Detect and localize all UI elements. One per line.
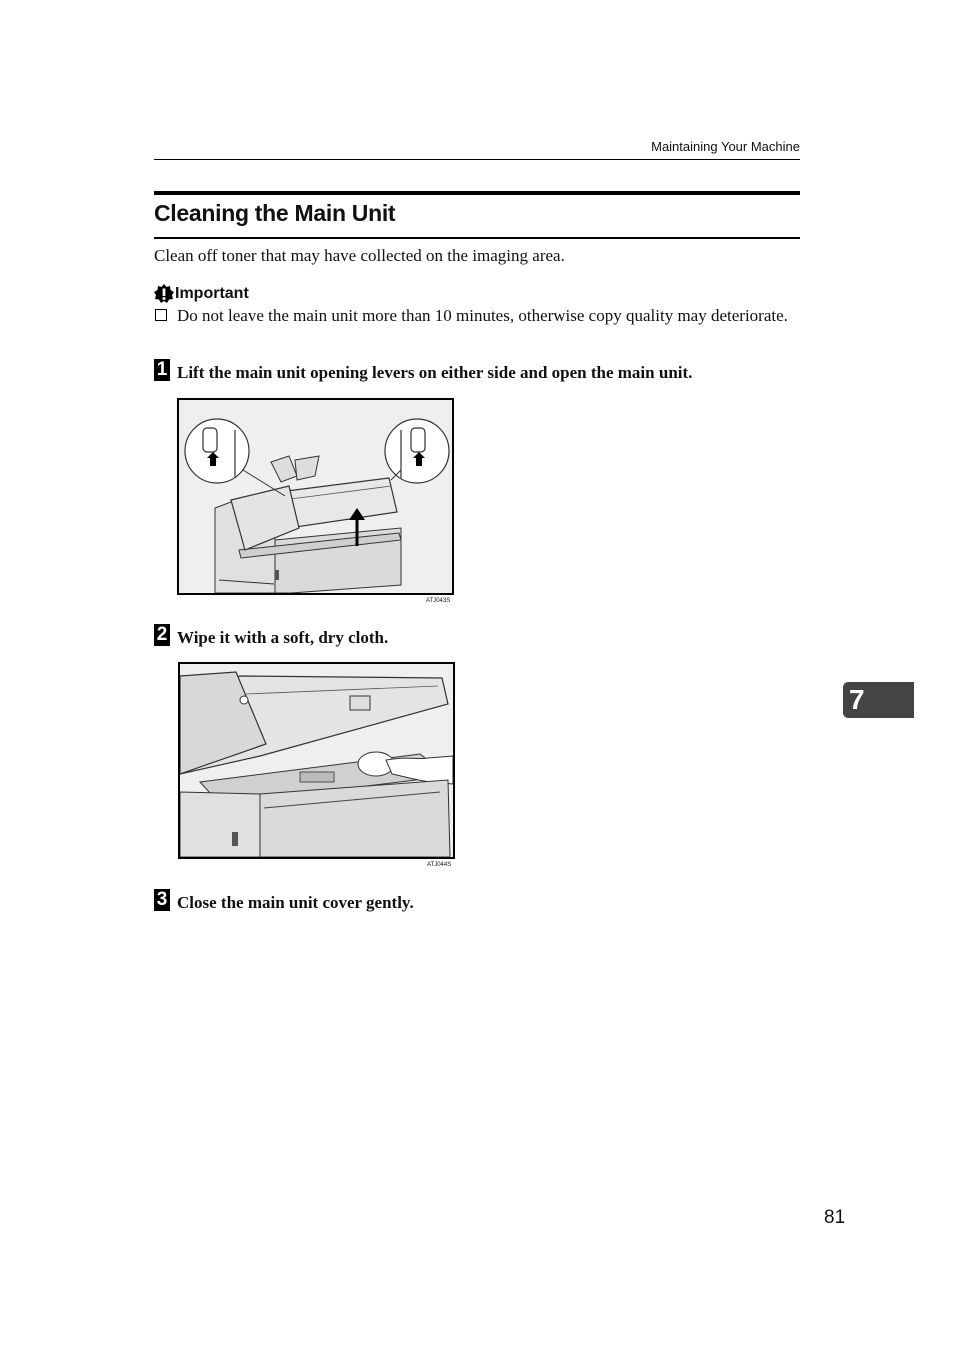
wipe-cloth-illustration: [180, 664, 453, 857]
header-rule: [154, 159, 800, 160]
open-main-unit-illustration: [179, 400, 452, 593]
figure-2-code: ATJ044S: [427, 862, 452, 868]
checkbox-bullet-icon: [155, 309, 167, 321]
important-heading: [154, 284, 249, 304]
title-rule-bottom: [154, 237, 800, 239]
section-title: Cleaning the Main Unit: [154, 200, 396, 226]
step-3-text: Close the main unit cover gently.: [177, 893, 414, 912]
figure-1-code: ATJ043S: [426, 598, 451, 604]
step-1-text: Lift the main unit opening levers on either side and open the main unit.: [177, 363, 693, 382]
chapter-tab: 7: [843, 682, 914, 718]
title-rule-top: [154, 191, 800, 195]
figure-wipe-cloth: [178, 662, 455, 859]
page-number: 81: [824, 1207, 846, 1228]
step-number-1: 1: [154, 359, 170, 381]
running-header: Maintaining Your Machine: [651, 139, 800, 154]
figure-open-main-unit: [177, 398, 454, 595]
important-note: Do not leave the main unit more than 10 minutes, otherwise copy quality may deteriorate.: [177, 306, 788, 325]
step-number-3: 3: [154, 889, 170, 911]
step-2-text: Wipe it with a soft, dry cloth.: [177, 628, 389, 647]
step-number-2: 2: [154, 624, 170, 646]
intro-text: Clean off toner that may have collected on the imaging area.: [154, 246, 565, 265]
important-icon: [154, 284, 174, 304]
important-label: Important: [175, 285, 249, 302]
